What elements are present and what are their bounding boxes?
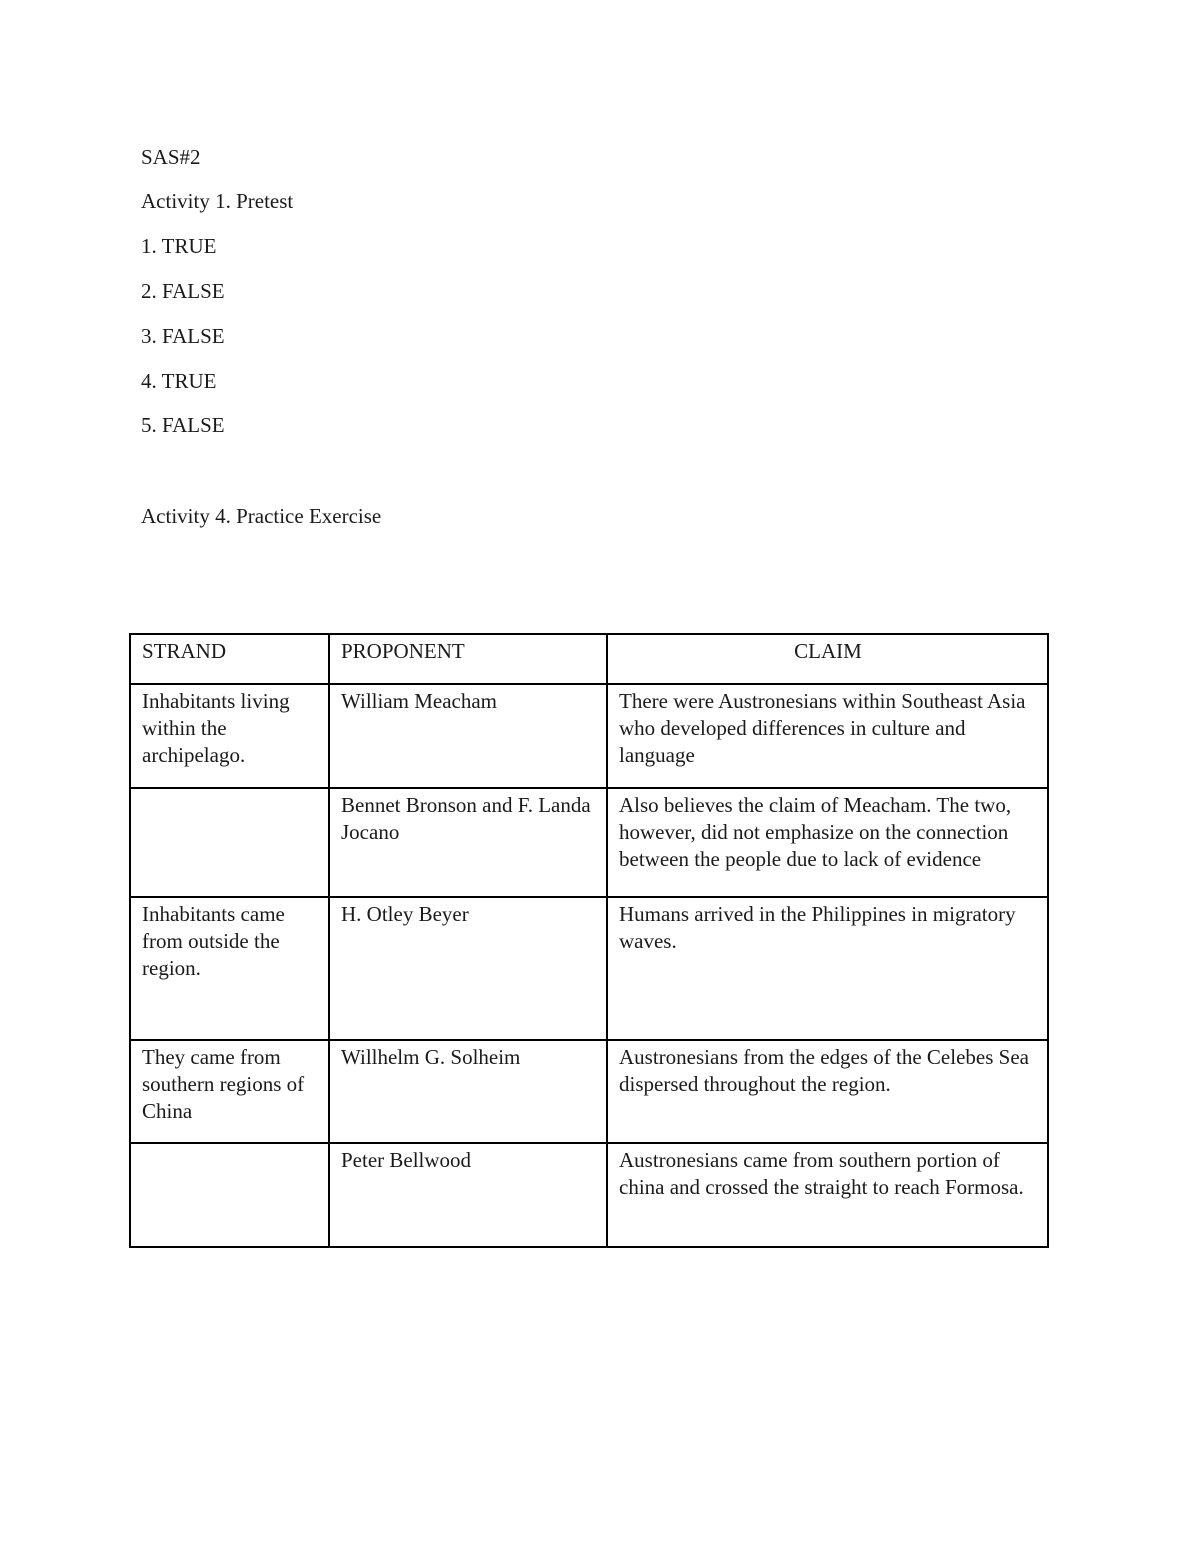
strand-cell: [130, 1143, 329, 1247]
strand-cell: Inhabitants came from outside the region.: [130, 897, 329, 1040]
pretest-answer-1: 1. TRUE: [141, 234, 217, 258]
table-row: [130, 897, 1048, 1040]
activity1-title: Activity 1. Pretest: [141, 189, 294, 213]
table-row: [130, 788, 1048, 897]
table-header-row: [130, 634, 1048, 684]
document-heading: SAS#2: [141, 145, 201, 169]
proponent-cell: Willhelm G. Solheim: [329, 1040, 607, 1143]
table-row: [130, 1143, 1048, 1247]
claim-cell: Humans arrived in the Philippines in migratory waves.: [607, 897, 1048, 1040]
activity4-title: Activity 4. Practice Exercise: [141, 504, 382, 528]
strand-cell: They came from southern regions of China: [130, 1040, 329, 1143]
header-strand: STRAND: [130, 634, 329, 684]
proponent-cell: Peter Bellwood: [329, 1143, 607, 1247]
claim-cell: There were Austronesians within Southeast Asia who developed differences in culture and language: [607, 684, 1048, 788]
table-row: [130, 1040, 1048, 1143]
pretest-answer-3: 3. FALSE: [141, 324, 225, 348]
pretest-answer-4: 4. TRUE: [141, 369, 217, 393]
pretest-answer-5: 5. FALSE: [141, 413, 225, 437]
pretest-answer-2: 2. FALSE: [141, 279, 225, 303]
proponent-cell: H. Otley Beyer: [329, 897, 607, 1040]
practice-exercise-table: [129, 633, 1049, 1248]
claim-cell: Austronesians from the edges of the Celebes Sea dispersed throughout the region.: [607, 1040, 1048, 1143]
strand-cell: [130, 788, 329, 897]
proponent-cell: William Meacham: [329, 684, 607, 788]
strand-cell: Inhabitants living within the archipelago.: [130, 684, 329, 788]
table-row: [130, 684, 1048, 788]
proponent-cell: Bennet Bronson and F. Landa Jocano: [329, 788, 607, 897]
claim-cell: Austronesians came from southern portion of china and crossed the straight to reach Formosa.: [607, 1143, 1048, 1247]
header-claim: CLAIM: [607, 634, 1048, 684]
header-proponent: PROPONENT: [329, 634, 607, 684]
claim-cell: Also believes the claim of Meacham. The two, however, did not emphasize on the connection between the people due to lack of evidence: [607, 788, 1048, 897]
